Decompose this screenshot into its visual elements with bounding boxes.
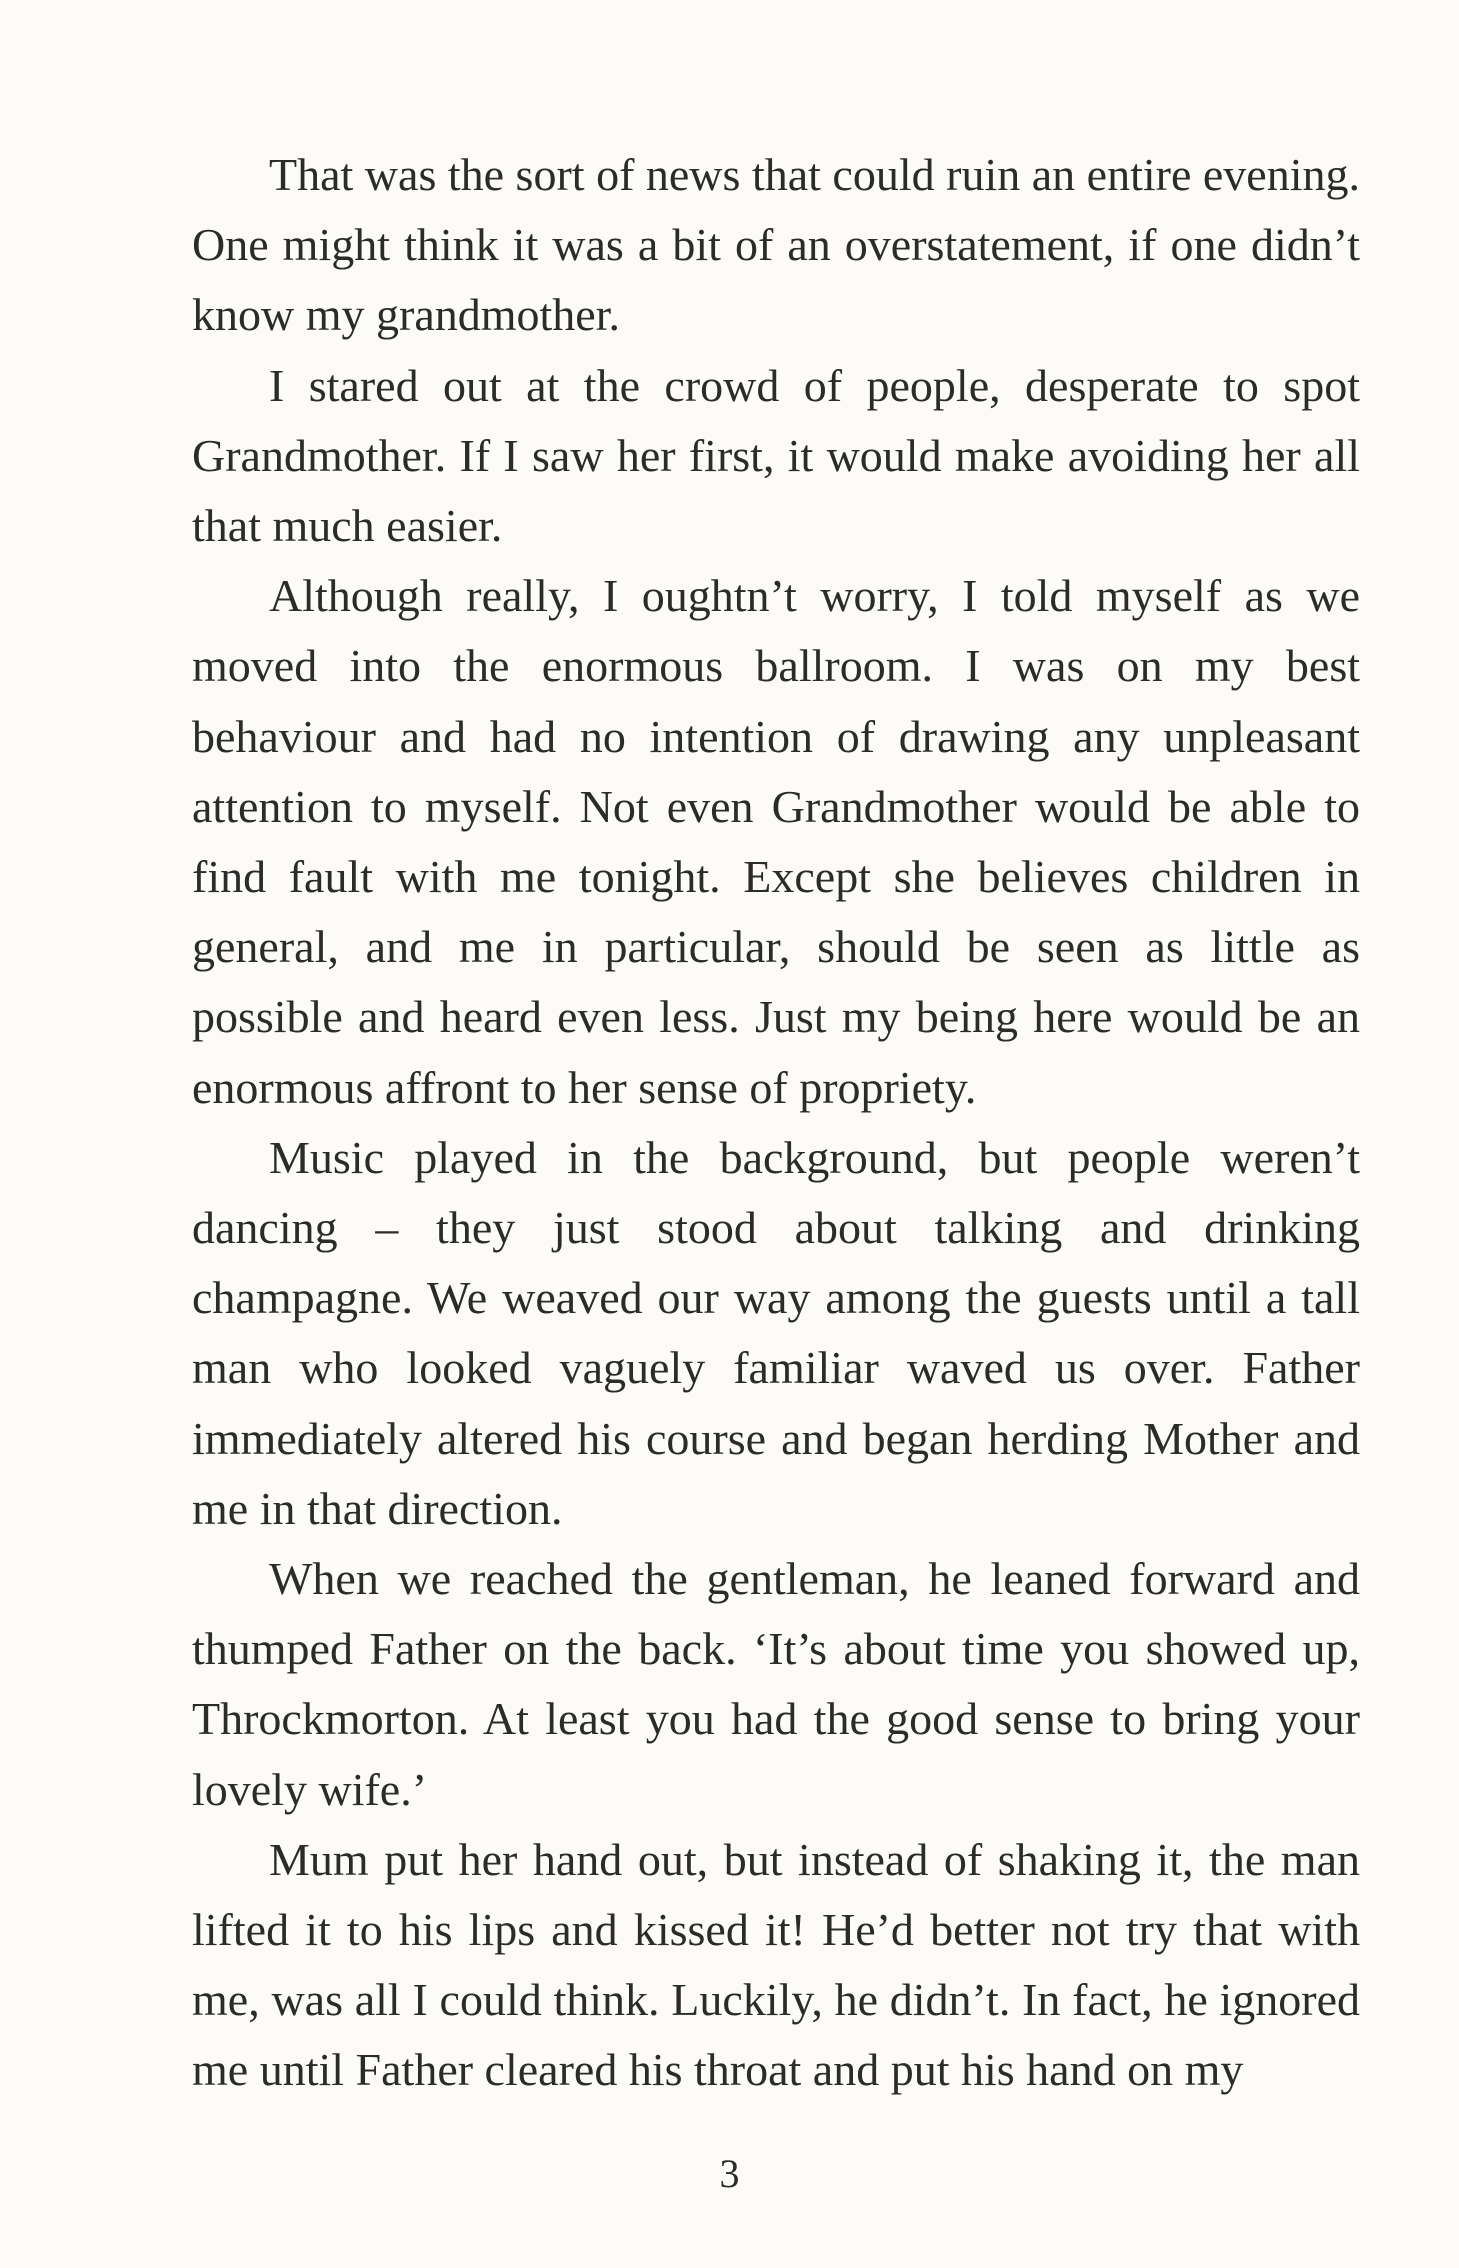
paragraph-3: Although really, I oughtn’t worry, I told myself as we moved into the enormous ballroom. I was on my best behaviour and had no intention of drawing any unpleasant attention to myself. Not even Grandmother would be able to find fault with me tonight. Except she believes children in general, and me in particular, should be seen as little as possible and heard even less. Just my being here would be an enormous affront to her sense of propriety. [192, 570, 1360, 1113]
page-number: 3 [719, 2151, 740, 2196]
paragraph-5: When we reached the gentleman, he leaned forward and thumped Father on the back. ‘It’s about time you showed up, Throckmorton. At least you had the good sense to bring your lovely wife.’ [192, 1553, 1360, 1815]
paragraph-4: Music played in the background, but people weren’t dancing – they just stood about talking and drinking champagne. We weaved our way among the guests until a tall man who looked vaguely familiar waved us over. Father immediately altered his course and began herding Mother and me in that direction. [192, 1131, 1360, 1534]
body-text [192, 140, 1360, 2106]
paragraph-2: I stared out at the crowd of people, desperate to spot Grandmother. If I saw her first, it would make avoiding her all that much easier. [192, 359, 1360, 552]
paragraph-1: That was the sort of news that could ruin an entire evening. One might think it was a bit of an overstatement, if one didn’t know my grandmother. [192, 149, 1360, 341]
paragraph-6: Mum put her hand out, but instead of shaking it, the man lifted it to his lips and kissed it! He’d better not try that with me, was all I could think. Luckily, he didn’t. In fact, he ignored me until Father cleared his throat and put his hand on my [192, 1833, 1360, 2096]
